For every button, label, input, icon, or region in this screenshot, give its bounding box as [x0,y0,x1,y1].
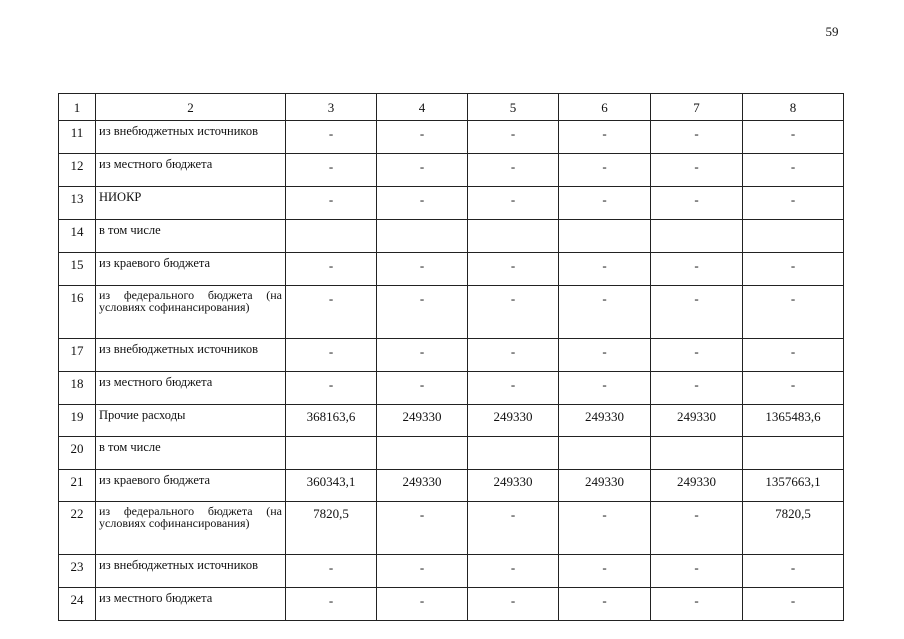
value-cell: - [377,121,468,154]
header-row [59,94,844,121]
table-row [59,154,844,187]
value-cell: - [286,154,377,187]
row-number: 13 [59,187,96,220]
value-cell: - [559,588,651,621]
value-cell: - [743,588,844,621]
value-cell: - [743,154,844,187]
value-cell: 249330 [468,470,559,502]
value-cell: - [377,339,468,372]
table-row [59,286,844,339]
value-cell [651,437,743,470]
value-cell: - [468,588,559,621]
value-cell [651,220,743,253]
value-cell [377,437,468,470]
header-cell: 4 [377,94,468,121]
table-row [59,253,844,286]
row-number: 21 [59,470,96,502]
value-cell: - [377,502,468,555]
value-cell: - [468,187,559,220]
value-cell: 249330 [559,405,651,437]
row-label: из внебюджетных источников [96,555,286,588]
value-cell: - [286,372,377,405]
header-cell: 3 [286,94,377,121]
value-cell: - [377,187,468,220]
value-cell: - [559,121,651,154]
row-label: из краевого бюджета [96,470,286,502]
row-label: из местного бюджета [96,588,286,621]
row-label: из местного бюджета [96,154,286,187]
value-cell [468,220,559,253]
row-label: из федерального бюджета (на условиях софинансирования) [96,502,286,555]
row-label: в том числе [96,220,286,253]
value-cell: 249330 [377,405,468,437]
value-cell: - [559,286,651,339]
header-cell: 6 [559,94,651,121]
table-row [59,502,844,555]
value-cell: - [651,187,743,220]
row-label: Прочие расходы [96,405,286,437]
table-row [59,470,844,502]
table-row [59,405,844,437]
row-number: 18 [59,372,96,405]
value-cell: - [468,555,559,588]
table-row [59,437,844,470]
value-cell: 249330 [377,470,468,502]
value-cell: - [468,253,559,286]
header-cell: 1 [59,94,96,121]
value-cell: - [377,372,468,405]
row-label: из федерального бюджета (на условиях софинансирования) [96,286,286,339]
value-cell: - [468,154,559,187]
value-cell: - [743,187,844,220]
value-cell [559,220,651,253]
page-number: 59 [825,24,839,39]
value-cell: - [468,502,559,555]
value-cell: 360343,1 [286,470,377,502]
value-cell: - [286,121,377,154]
value-cell: - [651,121,743,154]
value-cell: - [286,286,377,339]
value-cell: - [468,286,559,339]
row-label: в том числе [96,437,286,470]
value-cell: - [559,253,651,286]
table-row [59,339,844,372]
value-cell: - [286,253,377,286]
header-cell: 2 [96,94,286,121]
value-cell: - [651,339,743,372]
value-cell: - [559,502,651,555]
value-cell: - [651,588,743,621]
row-label: из краевого бюджета [96,253,286,286]
value-cell: - [743,253,844,286]
header-cell: 5 [468,94,559,121]
value-cell: - [559,187,651,220]
budget-table [58,93,844,621]
row-number: 20 [59,437,96,470]
table-row [59,555,844,588]
value-cell [743,437,844,470]
value-cell [286,220,377,253]
value-cell: - [468,339,559,372]
value-cell [559,437,651,470]
header-cell: 8 [743,94,844,121]
value-cell [377,220,468,253]
value-cell: - [743,372,844,405]
value-cell: 7820,5 [743,502,844,555]
value-cell: - [651,502,743,555]
value-cell: - [286,588,377,621]
value-cell [286,437,377,470]
value-cell: - [468,121,559,154]
value-cell: 249330 [559,470,651,502]
value-cell: - [286,187,377,220]
value-cell: - [377,154,468,187]
value-cell: - [743,121,844,154]
value-cell: - [743,555,844,588]
row-number: 16 [59,286,96,339]
value-cell: - [559,339,651,372]
row-number: 14 [59,220,96,253]
value-cell: 368163,6 [286,405,377,437]
table-row [59,187,844,220]
row-number: 15 [59,253,96,286]
value-cell: - [286,339,377,372]
row-number: 12 [59,154,96,187]
row-number: 24 [59,588,96,621]
header-cell: 7 [651,94,743,121]
row-number: 23 [59,555,96,588]
row-label: из внебюджетных источников [96,339,286,372]
value-cell [743,220,844,253]
value-cell: 7820,5 [286,502,377,555]
value-cell [468,437,559,470]
value-cell: 249330 [468,405,559,437]
table-row [59,372,844,405]
row-number: 19 [59,405,96,437]
value-cell: - [377,555,468,588]
value-cell: 1365483,6 [743,405,844,437]
value-cell: - [468,372,559,405]
value-cell: 249330 [651,405,743,437]
value-cell: - [743,286,844,339]
value-cell: - [559,154,651,187]
value-cell: - [377,286,468,339]
value-cell: 249330 [651,470,743,502]
row-number: 17 [59,339,96,372]
value-cell: - [286,555,377,588]
row-label: из местного бюджета [96,372,286,405]
value-cell: - [743,339,844,372]
row-label: из внебюджетных источников [96,121,286,154]
table-row [59,588,844,621]
value-cell: - [559,372,651,405]
table-row [59,220,844,253]
value-cell: - [651,286,743,339]
value-cell: - [651,154,743,187]
row-label: НИОКР [96,187,286,220]
row-number: 22 [59,502,96,555]
value-cell: - [651,555,743,588]
row-number: 11 [59,121,96,154]
value-cell: - [651,253,743,286]
value-cell: - [377,253,468,286]
table-row [59,121,844,154]
value-cell: - [559,555,651,588]
value-cell: - [377,588,468,621]
value-cell: 1357663,1 [743,470,844,502]
value-cell: - [651,372,743,405]
